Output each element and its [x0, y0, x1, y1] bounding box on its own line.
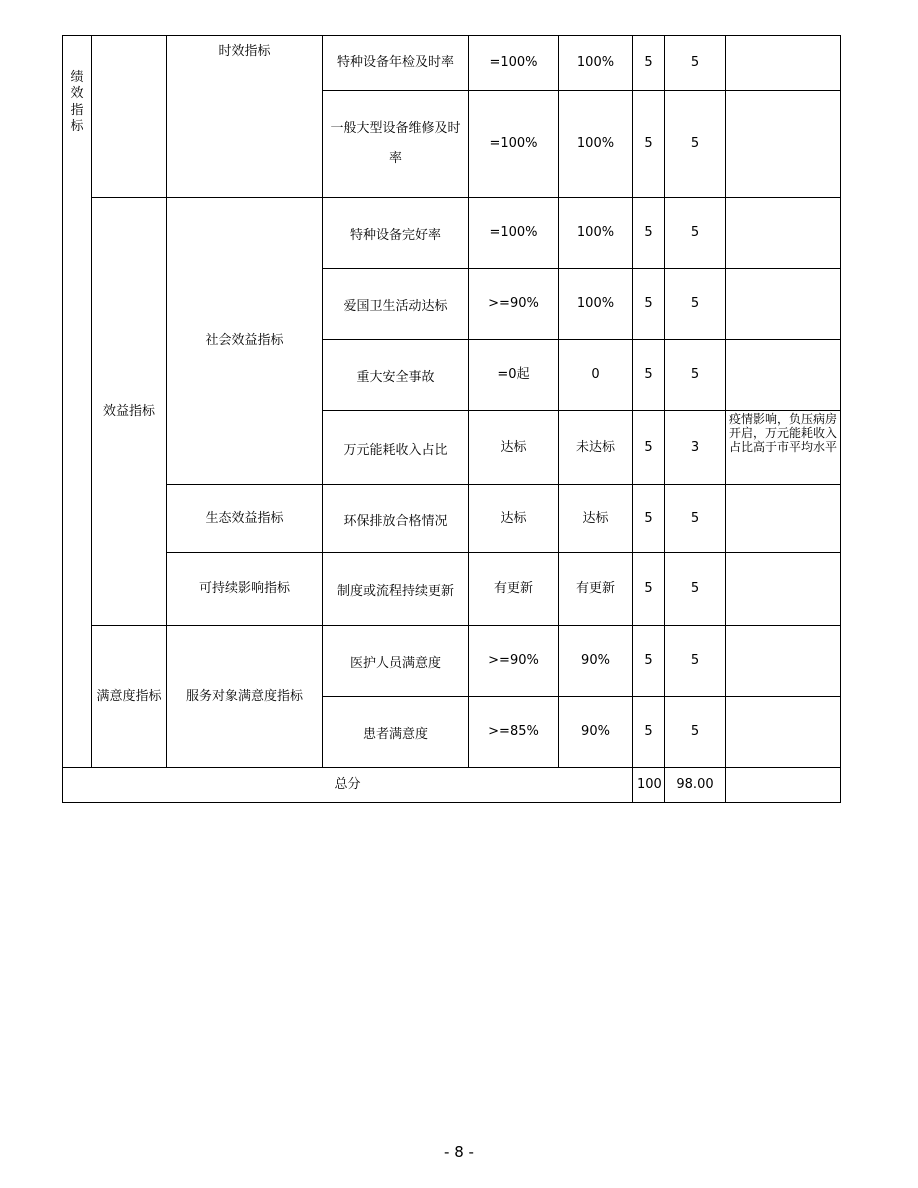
total-score: 98.00	[665, 768, 726, 803]
target-value: 达标	[469, 411, 559, 485]
total-row	[63, 768, 841, 803]
note-cell	[726, 697, 841, 768]
note-cell	[726, 340, 841, 411]
total-weight: 100	[633, 768, 665, 803]
score-value: 5	[665, 626, 726, 697]
indicator-name: 特种设备完好率	[323, 198, 469, 269]
table-row	[63, 198, 841, 269]
level1-label: 绩效指标	[70, 70, 84, 134]
weight-value: 5	[633, 697, 665, 768]
actual-value: 达标	[559, 485, 633, 553]
target-value: =100%	[469, 91, 559, 198]
indicator-name: 爱国卫生活动达标	[323, 269, 469, 340]
note-cell	[726, 626, 841, 697]
level3-cell: 生态效益指标	[167, 485, 323, 553]
level3-cell: 可持续影响指标	[167, 553, 323, 626]
actual-value: 90%	[559, 626, 633, 697]
score-value: 5	[665, 91, 726, 198]
performance-table	[62, 35, 841, 803]
score-value: 5	[665, 485, 726, 553]
target-value: >=90%	[469, 626, 559, 697]
note-cell: 疫情影响，负压病房开启，万元能耗收入占比高于市平均水平	[726, 411, 841, 485]
score-value: 3	[665, 411, 726, 485]
note-cell	[726, 485, 841, 553]
total-label: 总分	[63, 768, 633, 803]
page-number: - 8 -	[444, 1143, 474, 1161]
target-value: >=90%	[469, 269, 559, 340]
note-cell	[726, 91, 841, 198]
indicator-name: 医护人员满意度	[323, 626, 469, 697]
level2-cell: 效益指标	[92, 198, 167, 626]
indicator-name: 一般大型设备维修及时率	[323, 91, 469, 198]
weight-value: 5	[633, 269, 665, 340]
table-row	[63, 485, 841, 553]
actual-value: 有更新	[559, 553, 633, 626]
level3-cell: 社会效益指标	[167, 198, 323, 485]
note-cell	[726, 198, 841, 269]
table-row	[63, 36, 841, 91]
target-value: >=85%	[469, 697, 559, 768]
weight-value: 5	[633, 36, 665, 91]
target-value: =0起	[469, 340, 559, 411]
target-value: 达标	[469, 485, 559, 553]
total-note	[726, 768, 841, 803]
level3-cell: 时效指标	[167, 36, 323, 198]
actual-value: 100%	[559, 198, 633, 269]
note-cell	[726, 36, 841, 91]
score-value: 5	[665, 697, 726, 768]
level2-cell: 满意度指标	[92, 626, 167, 768]
weight-value: 5	[633, 553, 665, 626]
level2-cell-empty	[92, 36, 167, 198]
indicator-name: 特种设备年检及时率	[323, 36, 469, 91]
indicator-name: 环保排放合格情况	[323, 485, 469, 553]
indicator-name: 万元能耗收入占比	[323, 411, 469, 485]
indicator-name: 重大安全事故	[323, 340, 469, 411]
score-value: 5	[665, 553, 726, 626]
indicator-name: 患者满意度	[323, 697, 469, 768]
weight-value: 5	[633, 626, 665, 697]
actual-value: 100%	[559, 91, 633, 198]
indicator-name: 制度或流程持续更新	[323, 553, 469, 626]
score-value: 5	[665, 198, 726, 269]
actual-value: 100%	[559, 36, 633, 91]
weight-value: 5	[633, 198, 665, 269]
level3-cell: 服务对象满意度指标	[167, 626, 323, 768]
table-row	[63, 626, 841, 697]
weight-value: 5	[633, 340, 665, 411]
weight-value: 5	[633, 91, 665, 198]
target-value: =100%	[469, 198, 559, 269]
note-cell	[726, 553, 841, 626]
actual-value: 未达标	[559, 411, 633, 485]
note-cell	[726, 269, 841, 340]
score-value: 5	[665, 269, 726, 340]
target-value: =100%	[469, 36, 559, 91]
table-row	[63, 553, 841, 626]
actual-value: 90%	[559, 697, 633, 768]
score-value: 5	[665, 36, 726, 91]
actual-value: 0	[559, 340, 633, 411]
target-value: 有更新	[469, 553, 559, 626]
level1-cell	[63, 36, 92, 768]
score-value: 5	[665, 340, 726, 411]
weight-value: 5	[633, 411, 665, 485]
actual-value: 100%	[559, 269, 633, 340]
weight-value: 5	[633, 485, 665, 553]
